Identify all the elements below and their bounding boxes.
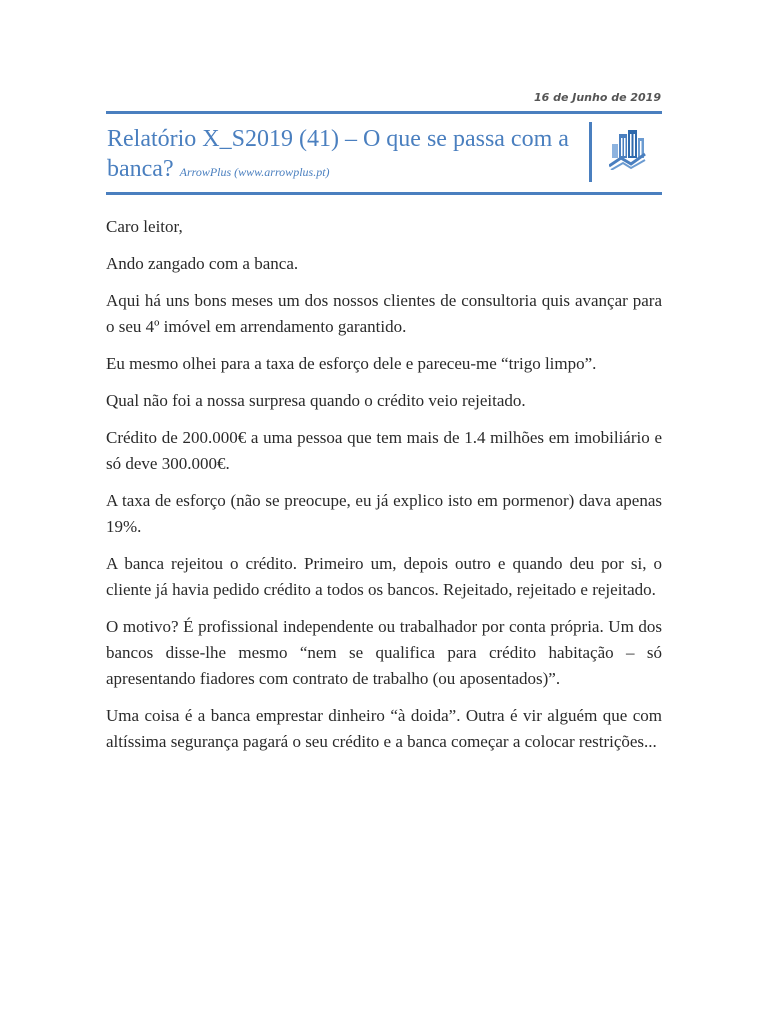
paragraph: A banca rejeitou o crédito. Primeiro um, depois outro e quando deu por si, o cliente já havia pedido crédito a todos os bancos. Rejeitado, rejeitado e rejeitado. [106,554,662,599]
paragraph: Qual não foi a nossa surpresa quando o crédito veio rejeitado. [106,391,526,410]
report-title-text: Relatório X_S2019 (41) – O que se passa com a banca? [107,126,569,182]
building-chart-logo-icon [609,130,647,170]
report-body [106,214,662,766]
paragraph: A taxa de esforço (não se preocupe, eu já explico isto em pormenor) dava apenas 19%. [106,491,662,536]
paragraph: Ando zangado com a banca. [106,254,299,273]
paragraph: Crédito de 200.000€ a uma pessoa que tem mais de 1.4 milhões em imobiliário e só deve 300.000€. [106,428,662,473]
paragraph: O motivo? É profissional independente ou trabalhador por conta própria. Um dos bancos disse-lhe mesmo “nem se qualifica para crédito habitação – só apresentando fiadores com contrato de trabalho (ou aposentados)”. [106,617,662,688]
paragraph: Caro leitor, [106,217,183,236]
header-bottom-rule [106,192,662,195]
report-source: ArrowPlus (www.arrowplus.pt) [179,165,330,179]
paragraph: Aqui há uns bons meses um dos nossos clientes de consultoria quis avançar para o seu 4º imóvel em arrendamento garantido. [106,291,662,336]
report-title [107,124,577,187]
report-date: 16 de Junho de 2019 [533,91,661,104]
header-top-rule [106,111,662,114]
paragraph: Uma coisa é a banca emprestar dinheiro “à doida”. Outra é vir alguém que com altíssima segurança pagará o seu crédito e a banca começar a colocar restrições... [106,706,662,751]
paragraph: Eu mesmo olhei para a taxa de esforço dele e pareceu-me “trigo limpo”. [106,354,597,373]
header-divider [589,122,592,182]
